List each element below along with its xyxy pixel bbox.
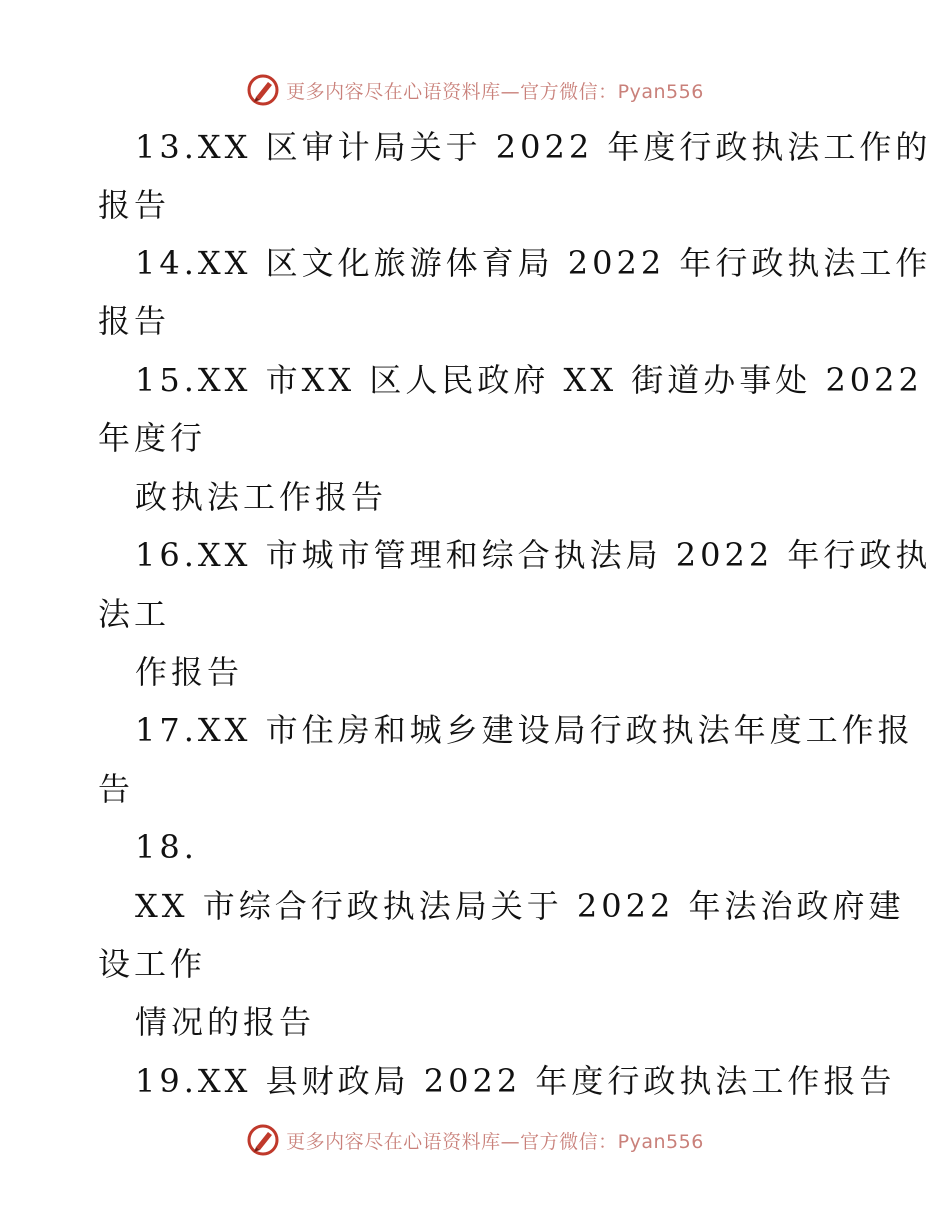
footer-watermark-banner <box>0 1120 950 1160</box>
header-watermark-banner <box>0 70 950 110</box>
pen-logo-icon <box>246 1123 280 1157</box>
list-item: 19.XX 县财政局 2022 年度行政执法工作报告 <box>135 1062 896 1100</box>
list-item: 14.XX 区文化旅游体育局 2022 年行政执法工作 <box>135 244 932 282</box>
list-item-continuation: 设工作 <box>98 945 207 983</box>
list-item: 17.XX 市住房和城乡建设局行政执法年度工作报 <box>135 711 914 749</box>
list-item-continuation: 报告 <box>98 186 171 224</box>
list-item-continuation: 报告 <box>98 302 171 340</box>
pen-logo-icon <box>246 73 280 107</box>
footer-watermark-text: 更多内容尽在心语资料库—官方微信：Pyan556 <box>286 1130 704 1153</box>
list-item-continuation: 年度行 <box>98 419 207 457</box>
list-item: 15.XX 市XX 区人民政府 XX 街道办事处 2022 <box>135 361 923 399</box>
header-watermark-text: 更多内容尽在心语资料库—官方微信：Pyan556 <box>286 80 704 103</box>
list-item-continuation: 政执法工作报告 <box>135 478 388 516</box>
list-item-continuation: 告 <box>98 770 135 808</box>
list-item-continuation: 情况的报告 <box>135 1003 316 1041</box>
list-item: 18. <box>135 828 198 866</box>
list-item-continuation: 作报告 <box>135 653 244 691</box>
list-item-continuation: XX 市综合行政执法局关于 2022 年法治政府建 <box>135 887 905 925</box>
list-item: 13.XX 区审计局关于 2022 年度行政执法工作的 <box>135 128 932 166</box>
list-item: 16.XX 市城市管理和综合执法局 2022 年行政执 <box>135 536 932 574</box>
list-item-continuation: 法工 <box>98 595 171 633</box>
